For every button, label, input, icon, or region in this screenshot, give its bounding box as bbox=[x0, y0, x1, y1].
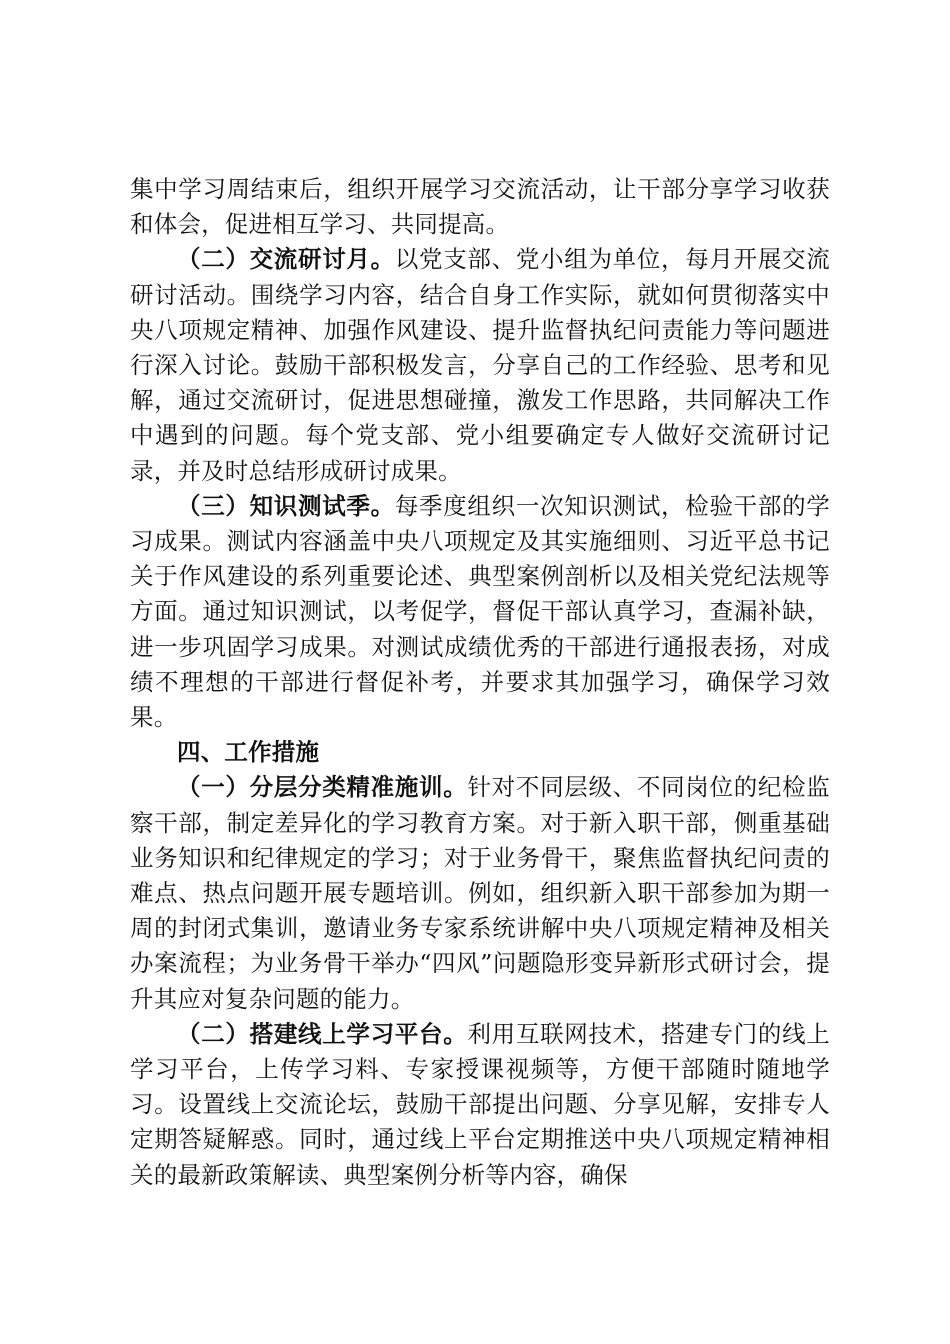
section-body-exchange-month: 以党支部、党小组为单位，每月开展交流研讨活动。围绕学习内容，结合自身工作实际，就如何贯彻落实中央八项规定精神、加强作风建设、提升监督执纪问责能力等问题进行深入讨论。鼓励干部积极发言，分享自己的工作经验、思考和见解，通过交流研讨，促进思想碰撞，激发工作思路，共同解决工作中遇到的问题。每个党支部、党小组要确定专人做好交流研讨记录，并及时总结形成研讨成果。 bbox=[130, 245, 830, 485]
section-lead-knowledge-test: （三）知识测试季。 bbox=[177, 491, 395, 520]
paragraph-continuation: 集中学习周结束后，组织开展学习交流活动，让干部分享学习收获和体会，促进相互学习、共同提高。 bbox=[130, 175, 830, 239]
paragraph-exchange-month bbox=[130, 242, 830, 488]
section-body-targeted-training: 针对不同层级、不同岗位的纪检监察干部，制定差异化的学习教育方案。对于新入职干部，侧重基础业务知识和纪律规定的学习；对于业务骨干，聚焦监督执纪问责的难点、热点问题开展专题培训。例如，组织新入职干部参加为期一周的封闭式集训，邀请业务专家系统讲解中央八项规定精神及相关办案流程；为业务骨干举办“四风”问题隐形变异新形式研讨会，提升其应对复杂问题的能力。 bbox=[130, 773, 831, 1013]
section-body-online-platform: 利用互联网技术，搭建专门的线上学习平台，上传学习料、专家授课视频等，方便干部随时随地学习。设置线上交流论坛，鼓励干部提出问题、分享见解，安排专人定期答疑解惑。同时，通过线上平台定期推送中央八项规定精神相关的最新政策解读、典型案例分析等内容，确保 bbox=[130, 1019, 831, 1189]
heading-work-measures: 四、工作措施 bbox=[177, 738, 320, 767]
section-lead-targeted-training: （一）分层分类精准施训。 bbox=[177, 773, 468, 802]
paragraph-knowledge-test bbox=[130, 489, 830, 735]
section-body-knowledge-test: 每季度组织一次知识测试，检验干部的学习成果。测试内容涵盖中央八项规定及其实施细则、习近平总书记关于作风建设的系列重要论述、典型案例剖析以及相关党纪法规等方面。通过知识测试，以考促学，督促干部认真学习，查漏补缺，进一步巩固学习成果。对测试成绩优秀的干部进行通报表扬，对成绩不理想的干部进行督促补考，并要求其加强学习，确保学习效果。 bbox=[130, 491, 830, 732]
document-body bbox=[130, 172, 830, 1193]
paragraph-targeted-training bbox=[130, 770, 830, 1016]
section-lead-exchange-month: （二）交流研讨月。 bbox=[177, 245, 395, 274]
paragraph-online-platform bbox=[130, 1017, 830, 1193]
section-lead-online-platform: （二）搭建线上学习平台。 bbox=[177, 1019, 468, 1048]
